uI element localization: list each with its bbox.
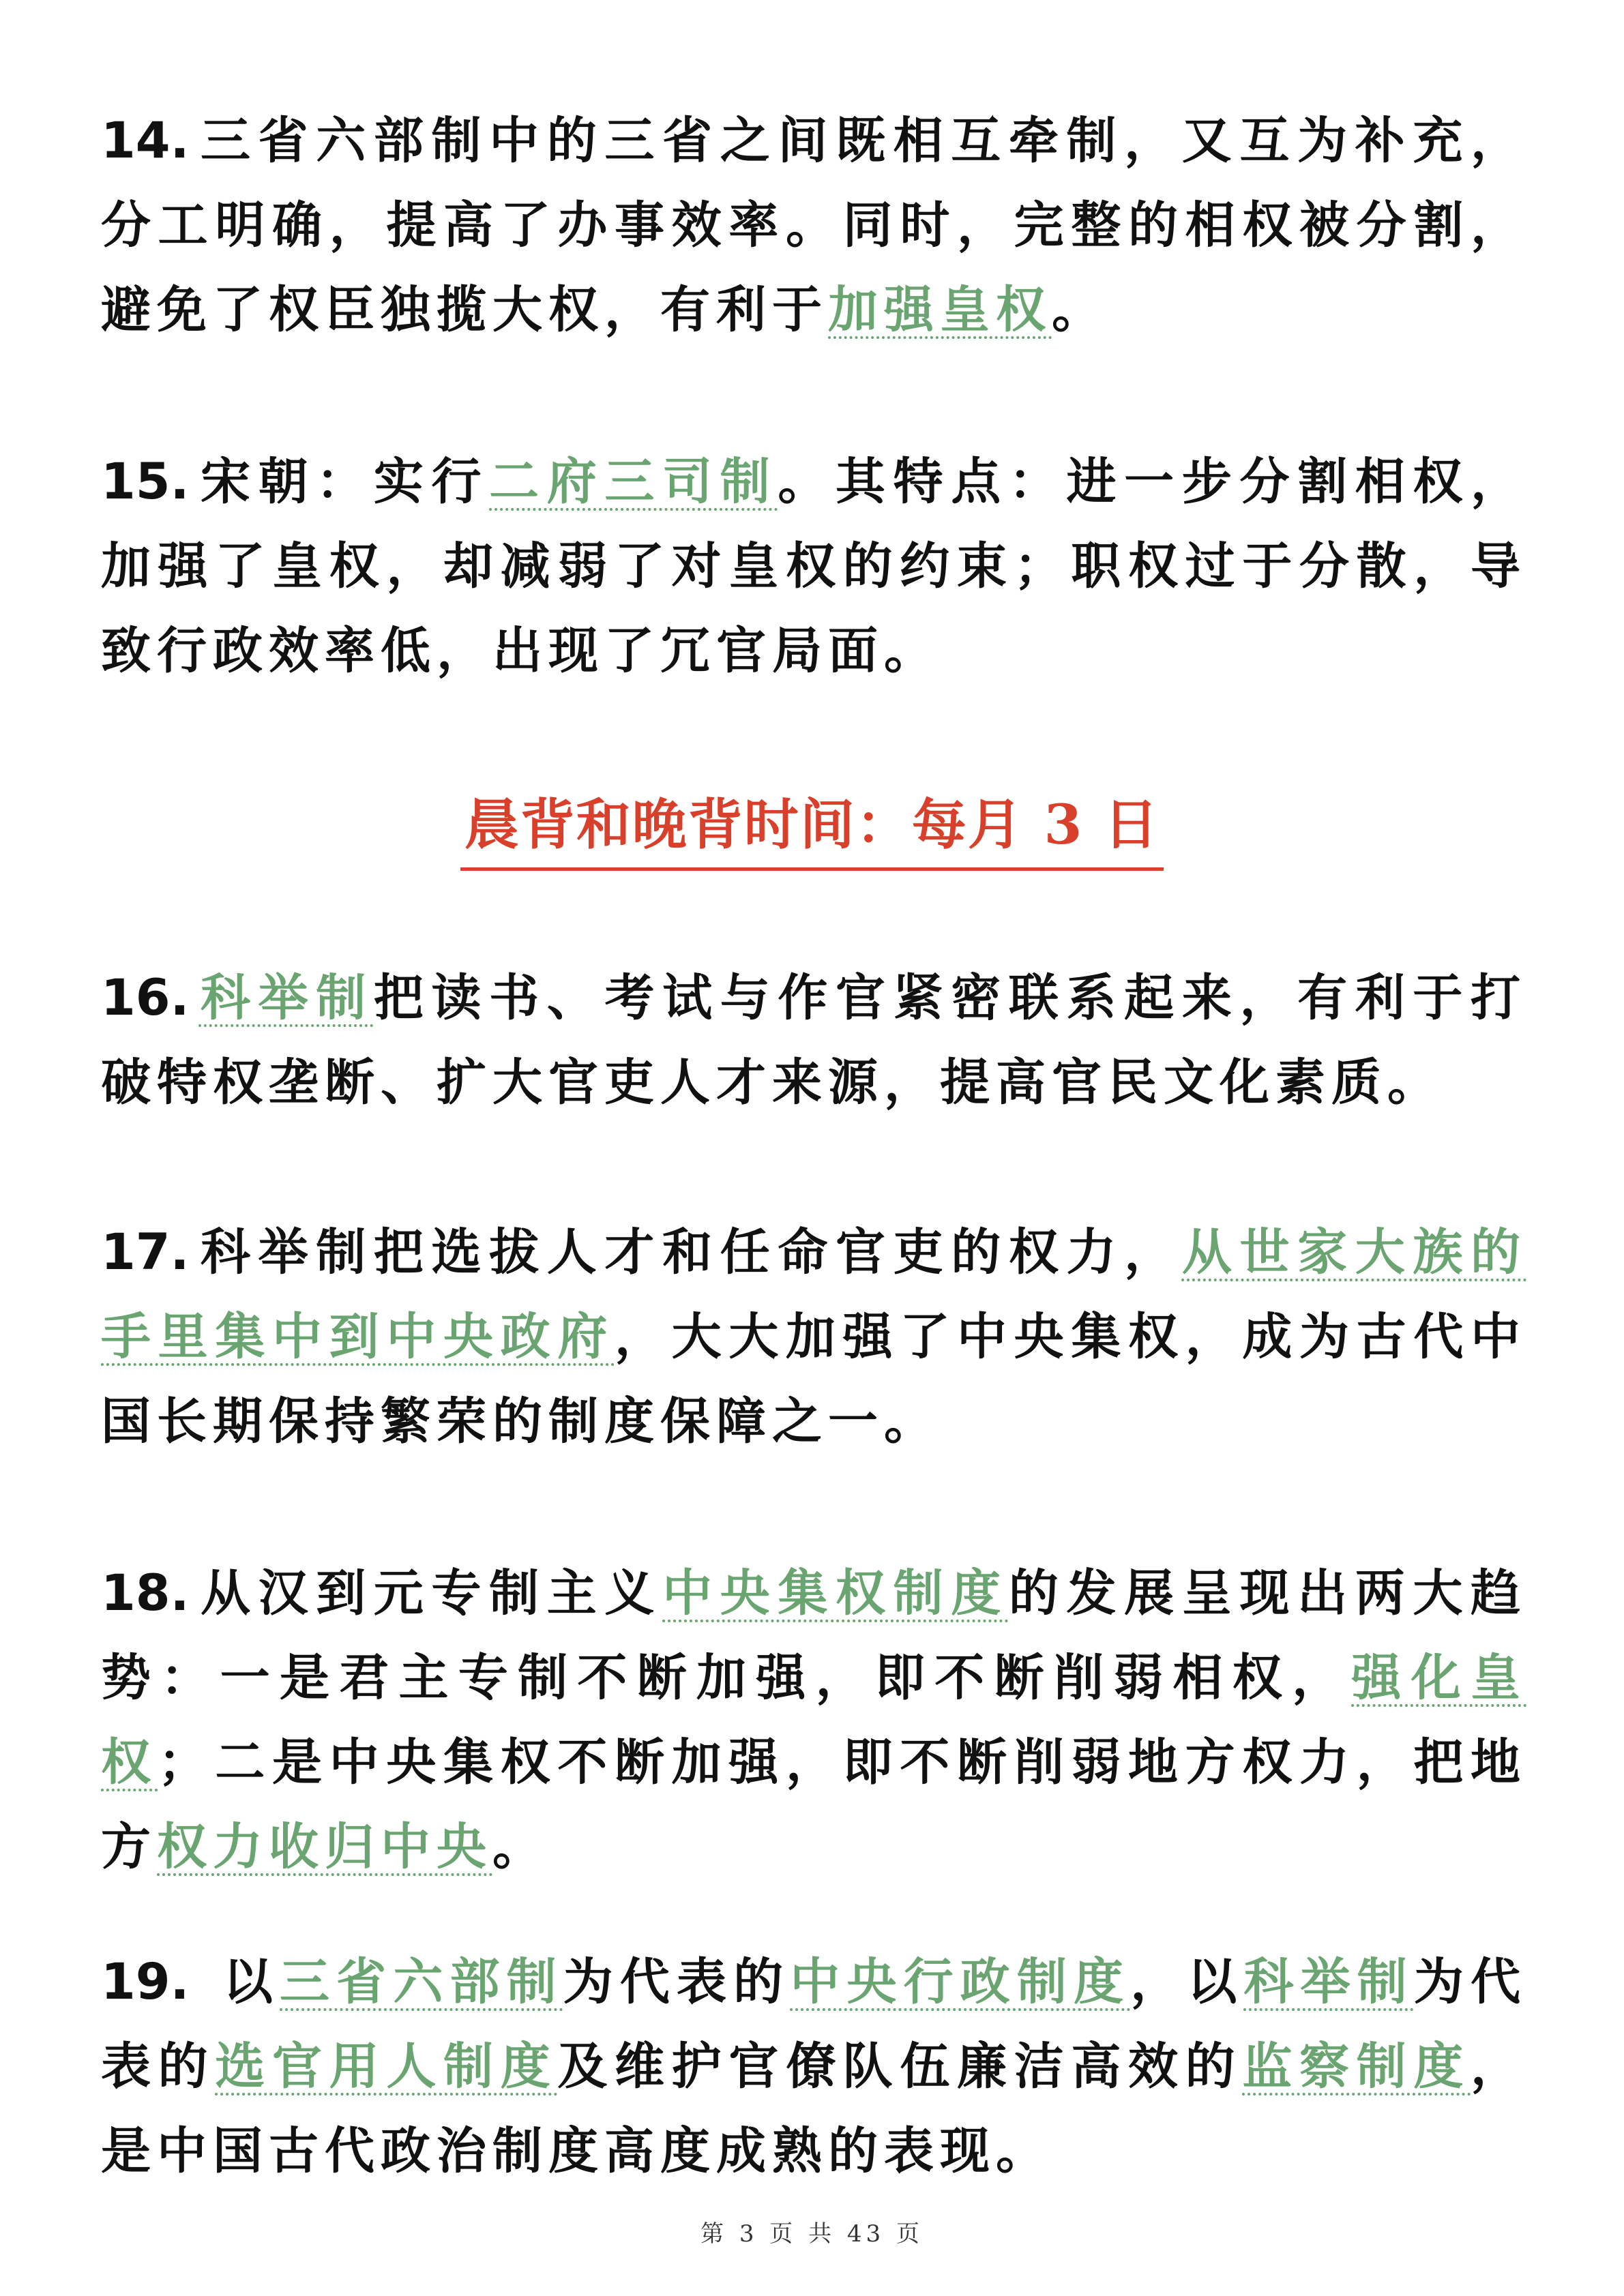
item-number: 17. (101, 1223, 190, 1281)
highlighted-term: 从世家大族的手里集中到中央政府 (101, 1223, 1527, 1366)
highlighted-term: 权力收归中央 (157, 1818, 492, 1876)
text-segment: ；二是中央集权不断加强，即不断削弱地方权力，把地方 (101, 1733, 1527, 1876)
item-text (101, 1223, 1526, 1450)
text-segment: 。 (492, 1818, 548, 1876)
item-18 (101, 1551, 1526, 1890)
item-19 (101, 1940, 1526, 2194)
item-text (101, 1564, 1526, 1876)
highlighted-term: 中央行政制度 (790, 1953, 1131, 2011)
item-14 (101, 99, 1526, 353)
item-number: 16. (101, 969, 190, 1027)
item-number: 15. (101, 453, 190, 511)
text-segment: 为代表的 (563, 1953, 791, 2011)
item-15 (101, 440, 1526, 694)
item-text (101, 969, 1526, 1112)
item-17 (101, 1210, 1526, 1464)
highlighted-term: 加强皇权 (828, 281, 1052, 339)
highlighted-term: 科举制 (1243, 1953, 1414, 2011)
item-16 (101, 956, 1526, 1125)
highlighted-term: 中央集权制度 (662, 1564, 1009, 1622)
text-segment: 。 (1052, 281, 1108, 339)
highlighted-term: 二府三司制 (489, 453, 778, 511)
item-number: 14. (101, 112, 190, 170)
text-segment: 的发展呈现出两大趋势：一是君主专制不断加强，即不断削弱相权， (101, 1564, 1527, 1707)
text-segment: 三省六部制中的三省之间既相互牵制，又互为补充，分工明确，提高了办事效率。同时，完整的相权被分割，避免了权臣独揽大权，有利于 (101, 112, 1526, 339)
text-segment: 科举制把选拔人才和任命官吏的权力， (198, 1223, 1182, 1281)
text-segment: 。其特点：进一步分割相权，加强了皇权，却减弱了对皇权的约束；职权过于分散，导致行政效率低，出现了冗官局面。 (101, 453, 1527, 680)
text-segment: 宋朝：实行 (198, 453, 490, 511)
section-title-text: 晨背和晚背时间：每月 3 日 (460, 781, 1164, 871)
item-text (101, 453, 1526, 680)
text-segment: 以 (198, 1953, 280, 2011)
text-segment: 把读书、考试与作官紧密联系起来，有利于打破特权垄断、扩大官吏人才来源，提高官民文化素质。 (101, 969, 1527, 1112)
highlighted-term: 科举制 (198, 969, 374, 1027)
text-segment: ，大大加强了中央集权，成为古代中国长期保持繁荣的制度保障之一。 (101, 1308, 1526, 1450)
text-segment: ，以 (1130, 1953, 1244, 2011)
item-text (101, 112, 1526, 339)
text-segment: 及维护官僚队伍廉洁高效的 (557, 2038, 1243, 2096)
text-segment: ，是中国古代政治制度高度成熟的表现。 (101, 2038, 1527, 2180)
highlighted-term: 三省六部制 (280, 1953, 563, 2011)
page-footer: 第 3 页 共 43 页 (700, 2220, 924, 2248)
section-title (0, 781, 1624, 871)
item-text (101, 1953, 1526, 2180)
text-segment: 从汉到元专制主义 (198, 1564, 663, 1622)
highlighted-term: 监察制度 (1242, 2038, 1471, 2096)
highlighted-term: 强化皇权 (101, 1649, 1526, 1791)
item-number: 19. (101, 1953, 190, 2011)
item-number: 18. (101, 1564, 190, 1622)
highlighted-term: 选官用人制度 (215, 2038, 558, 2096)
text-segment: 为代表的 (101, 1953, 1527, 2096)
